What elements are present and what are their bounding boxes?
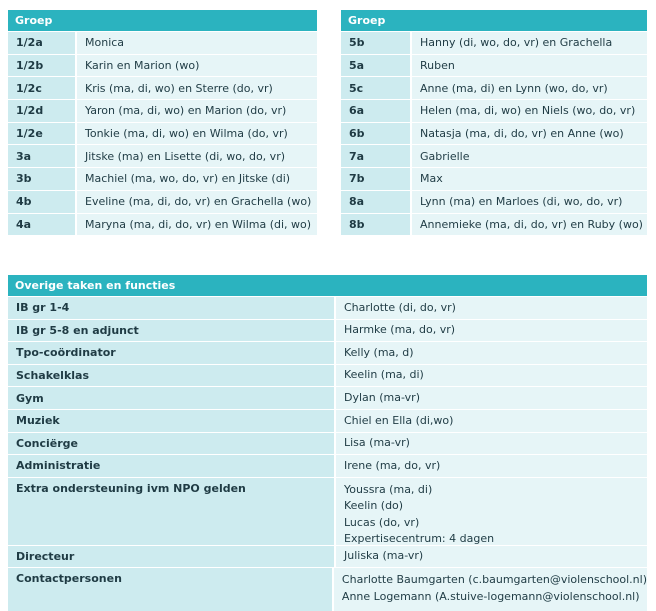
assignee-line: Harmke (ma, do, vr) bbox=[344, 323, 456, 337]
staff-cell: Annemieke (ma, di, do, vr) en Ruby (wo) bbox=[412, 214, 647, 236]
task-cell: Administratie bbox=[8, 455, 334, 477]
table-row bbox=[8, 545, 647, 568]
table-row bbox=[8, 319, 647, 342]
table-row bbox=[8, 454, 647, 477]
group-cell: 7b bbox=[341, 168, 410, 190]
task-cell: Tpo-coördinator bbox=[8, 342, 334, 364]
table-row bbox=[8, 122, 317, 145]
staff-cell: Hanny (di, wo, do, vr) en Grachella bbox=[412, 32, 647, 54]
task-cell: IB gr 1-4 bbox=[8, 297, 334, 319]
task-cell: Extra ondersteuning ivm NPO gelden bbox=[8, 478, 334, 545]
assignee-cell bbox=[336, 297, 647, 319]
assignee-cell bbox=[336, 320, 647, 342]
task-cell: Contactpersonen bbox=[8, 568, 332, 611]
table-row bbox=[8, 567, 647, 611]
assignee-line: Keelin (do) bbox=[344, 499, 404, 513]
assignee-cell bbox=[336, 478, 647, 545]
table-row bbox=[8, 341, 647, 364]
table-row bbox=[8, 31, 317, 54]
assignee-cell bbox=[336, 546, 647, 568]
group-cell: 6b bbox=[341, 123, 410, 145]
staff-cell: Ruben bbox=[412, 55, 647, 77]
table-row bbox=[341, 31, 647, 54]
table-row bbox=[8, 364, 647, 387]
staff-cell: Machiel (ma, wo, do, vr) en Jitske (di) bbox=[77, 168, 317, 190]
table-row bbox=[341, 190, 647, 213]
staff-cell: Karin en Marion (wo) bbox=[77, 55, 317, 77]
table-row bbox=[8, 144, 317, 167]
staff-cell: Eveline (ma, di, do, vr) en Grachella (wo) bbox=[77, 191, 317, 213]
table-row bbox=[8, 409, 647, 432]
table-row bbox=[8, 296, 647, 319]
staff-cell: Helen (ma, di, wo) en Niels (wo, do, vr) bbox=[412, 100, 647, 122]
staff-cell: Yaron (ma, di, wo) en Marion (do, vr) bbox=[77, 100, 317, 122]
staff-cell: Jitske (ma) en Lisette (di, wo, do, vr) bbox=[77, 145, 317, 167]
group-cell: 1/2b bbox=[8, 55, 75, 77]
table-row bbox=[8, 54, 317, 77]
group-cell: 5b bbox=[341, 32, 410, 54]
group-cell: 4b bbox=[8, 191, 75, 213]
table-header: Groep bbox=[8, 10, 317, 31]
group-cell: 7a bbox=[341, 145, 410, 167]
group-cell: 1/2c bbox=[8, 77, 75, 99]
assignee-line: Irene (ma, do, vr) bbox=[344, 458, 441, 472]
group-cell: 1/2a bbox=[8, 32, 75, 54]
staff-cell: Maryna (ma, di, do, vr) en Wilma (di, wo) bbox=[77, 214, 317, 236]
assignee-cell bbox=[336, 455, 647, 477]
staff-cell: Gabrielle bbox=[412, 145, 647, 167]
group-cell: 3b bbox=[8, 168, 75, 190]
table-row bbox=[341, 167, 647, 190]
table-header: Overige taken en functies bbox=[8, 275, 647, 296]
task-cell: Conciërge bbox=[8, 433, 334, 455]
assignee-line: Lucas (do, vr) bbox=[344, 515, 420, 529]
staff-cell: Lynn (ma) en Marloes (di, wo, do, vr) bbox=[412, 191, 647, 213]
groups-table-right bbox=[341, 10, 647, 235]
assignee-line: Keelin (ma, di) bbox=[344, 368, 424, 382]
table-row bbox=[8, 167, 317, 190]
assignee-line: Kelly (ma, d) bbox=[344, 345, 414, 359]
group-cell: 8a bbox=[341, 191, 410, 213]
table-header: Groep bbox=[341, 10, 647, 31]
table-row bbox=[341, 99, 647, 122]
assignee-line: Chiel en Ella (di,wo) bbox=[344, 413, 454, 427]
assignee-cell bbox=[336, 342, 647, 364]
task-cell: Muziek bbox=[8, 410, 334, 432]
groups-table-left bbox=[8, 10, 317, 235]
group-cell: 1/2d bbox=[8, 100, 75, 122]
table-row bbox=[8, 190, 317, 213]
table-row bbox=[341, 54, 647, 77]
group-cell: 5a bbox=[341, 55, 410, 77]
staff-cell: Tonkie (ma, di, wo) en Wilma (do, vr) bbox=[77, 123, 317, 145]
assignee-line: Lisa (ma-vr) bbox=[344, 436, 410, 450]
table-row bbox=[341, 122, 647, 145]
task-cell: IB gr 5-8 en adjunct bbox=[8, 320, 334, 342]
assignee-line: Youssra (ma, di) bbox=[344, 482, 433, 496]
assignee-line: Juliska (ma-vr) bbox=[344, 549, 424, 563]
group-cell: 8b bbox=[341, 214, 410, 236]
assignee-cell bbox=[336, 410, 647, 432]
table-row bbox=[8, 432, 647, 455]
group-cell: 3a bbox=[8, 145, 75, 167]
staff-cell: Monica bbox=[77, 32, 317, 54]
table-row bbox=[8, 99, 317, 122]
assignee-line: Dylan (ma-vr) bbox=[344, 390, 420, 404]
group-cell: 6a bbox=[341, 100, 410, 122]
assignee-line: Anne Logemann (A.stuive-logemann@violenschool.nl) bbox=[341, 589, 640, 603]
table-row bbox=[341, 76, 647, 99]
table-row bbox=[8, 76, 317, 99]
task-cell: Directeur bbox=[8, 546, 334, 568]
table-row bbox=[8, 386, 647, 409]
assignee-cell bbox=[334, 568, 647, 611]
staff-cell: Anne (ma, di) en Lynn (wo, do, vr) bbox=[412, 77, 647, 99]
group-cell: 4a bbox=[8, 214, 75, 236]
group-cell: 5c bbox=[341, 77, 410, 99]
staff-cell: Max bbox=[412, 168, 647, 190]
staff-cell: Kris (ma, di, wo) en Sterre (do, vr) bbox=[77, 77, 317, 99]
task-cell: Schakelklas bbox=[8, 365, 334, 387]
task-cell: Gym bbox=[8, 387, 334, 409]
tasks-table bbox=[8, 275, 647, 611]
table-row bbox=[341, 213, 647, 236]
table-row bbox=[341, 144, 647, 167]
staff-cell: Natasja (ma, di, do, vr) en Anne (wo) bbox=[412, 123, 647, 145]
assignee-line: Expertisecentrum: 4 dagen bbox=[344, 532, 495, 546]
assignee-cell bbox=[336, 365, 647, 387]
group-cell: 1/2e bbox=[8, 123, 75, 145]
table-row bbox=[8, 213, 317, 236]
table-row bbox=[8, 477, 647, 545]
assignee-cell bbox=[336, 387, 647, 409]
assignee-line: Charlotte Baumgarten (c.baumgarten@violenschool.nl) bbox=[341, 573, 647, 587]
assignee-cell bbox=[336, 433, 647, 455]
assignee-line: Charlotte (di, do, vr) bbox=[344, 300, 456, 314]
